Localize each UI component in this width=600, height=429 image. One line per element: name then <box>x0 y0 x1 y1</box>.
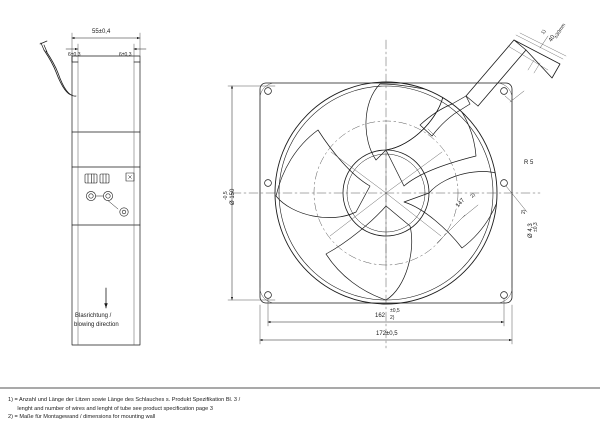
center-lines <box>232 40 540 348</box>
side-view-hub-detail <box>85 173 134 216</box>
side-view-right-flange-dim: 6±0,3 <box>119 52 132 58</box>
drawing-notes <box>8 396 438 422</box>
front-view-cable-tube <box>466 33 566 106</box>
note-line-2: lenght and number of wires and lenght of tube see product specification page 3 <box>8 405 213 412</box>
cable-length-tolerance: ±30mm <box>553 22 568 40</box>
mounting-pitch-dim: 162 <box>375 313 386 319</box>
mounting-pitch-tolerance: ±0,5 <box>390 308 400 314</box>
mounting-hole-note: 2) <box>521 209 527 214</box>
mounting-hole-tolerance: ±0,3 <box>533 222 539 232</box>
blowing-direction-label-de: Blasrichtung / <box>75 313 112 319</box>
fan-diameter-dim: Ø 150 <box>230 188 236 205</box>
mounting-hole-dim: Ø 4,3 <box>528 223 534 238</box>
note-line-3: 2) = Maße für Montagewand / dimensions for mounting wall <box>8 414 156 421</box>
cable-length-note: 1) <box>540 28 548 36</box>
overall-width-dim: 172±0,5 <box>376 331 398 337</box>
note-line-1: 1) = Anzahl und Länge der Litzen sowie Länge des Schlauches s. Produkt Spezifikation Bl. 3 / <box>8 397 241 403</box>
bolt-circle-note: 2) <box>469 192 477 200</box>
side-view-left-flange-dim: 6±0,3 <box>68 52 81 58</box>
cable-length-dim: 40 <box>548 34 557 44</box>
side-view-total-width-dim: 55±0,4 <box>92 29 111 35</box>
fan-diameter-tolerance: -0,5 <box>223 191 229 200</box>
side-view-cable <box>40 41 76 96</box>
bolt-circle-dim: 147 <box>455 197 467 210</box>
mounting-pitch-note: 2) <box>390 315 395 321</box>
corner-radius-label: R 5 <box>524 160 534 166</box>
blowing-direction-label-en: blowing direction <box>74 322 119 328</box>
